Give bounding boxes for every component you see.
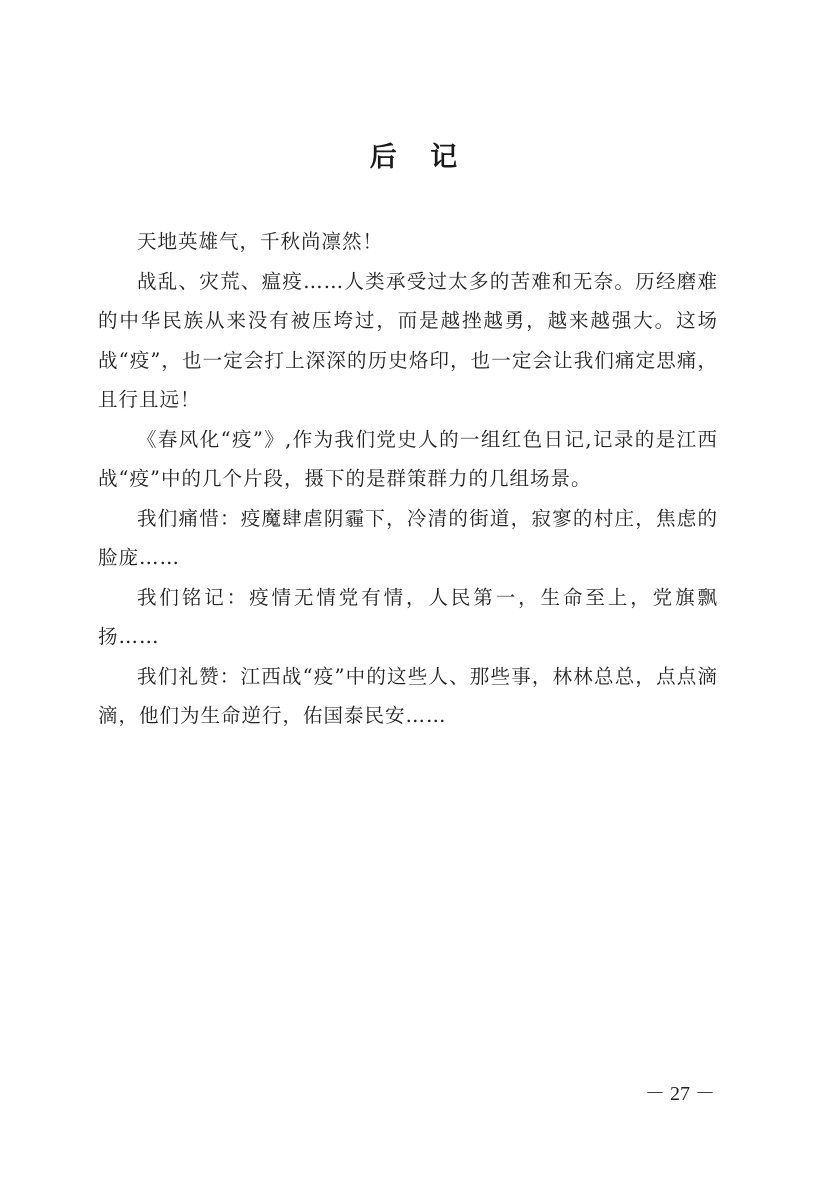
paragraph-6: 我们礼赞：江西战“疫”中的这些人、那些事，林林总总，点点滴滴，他们为生命逆行，佑国泰民安…… xyxy=(98,664,718,727)
page-number: － 27 － xyxy=(645,1083,715,1105)
paragraph-1: 天地英雄气，千秋尚凛然！ xyxy=(137,230,384,253)
paragraph-5: 我们铭记：疫情无情党有情，人民第一，生命至上，党旗飘扬…… xyxy=(98,585,718,648)
paragraph-3: 《春风化“疫”》,作为我们党史人的一组红色日记,记录的是江西战“疫”中的几个片段，摄下的是群策群力的几组场景。 xyxy=(98,427,718,490)
paragraph-2: 战乱、灾荒、瘟疫……人类承受过太多的苦难和无奈。历经磨难的中华民族从来没有被压垮过，而是越挫越勇，越来越强大。这场战“疫”，也一定会打上深深的历史烙印，也一定会让我们痛定思痛，且行且远！ xyxy=(98,269,718,411)
body-text xyxy=(98,222,718,736)
paragraph-4: 我们痛惜：疫魔肆虐阴霾下，冷清的街道，寂寥的村庄，焦虑的脸庞…… xyxy=(98,506,718,569)
chapter-title: 后 记 xyxy=(369,142,470,173)
